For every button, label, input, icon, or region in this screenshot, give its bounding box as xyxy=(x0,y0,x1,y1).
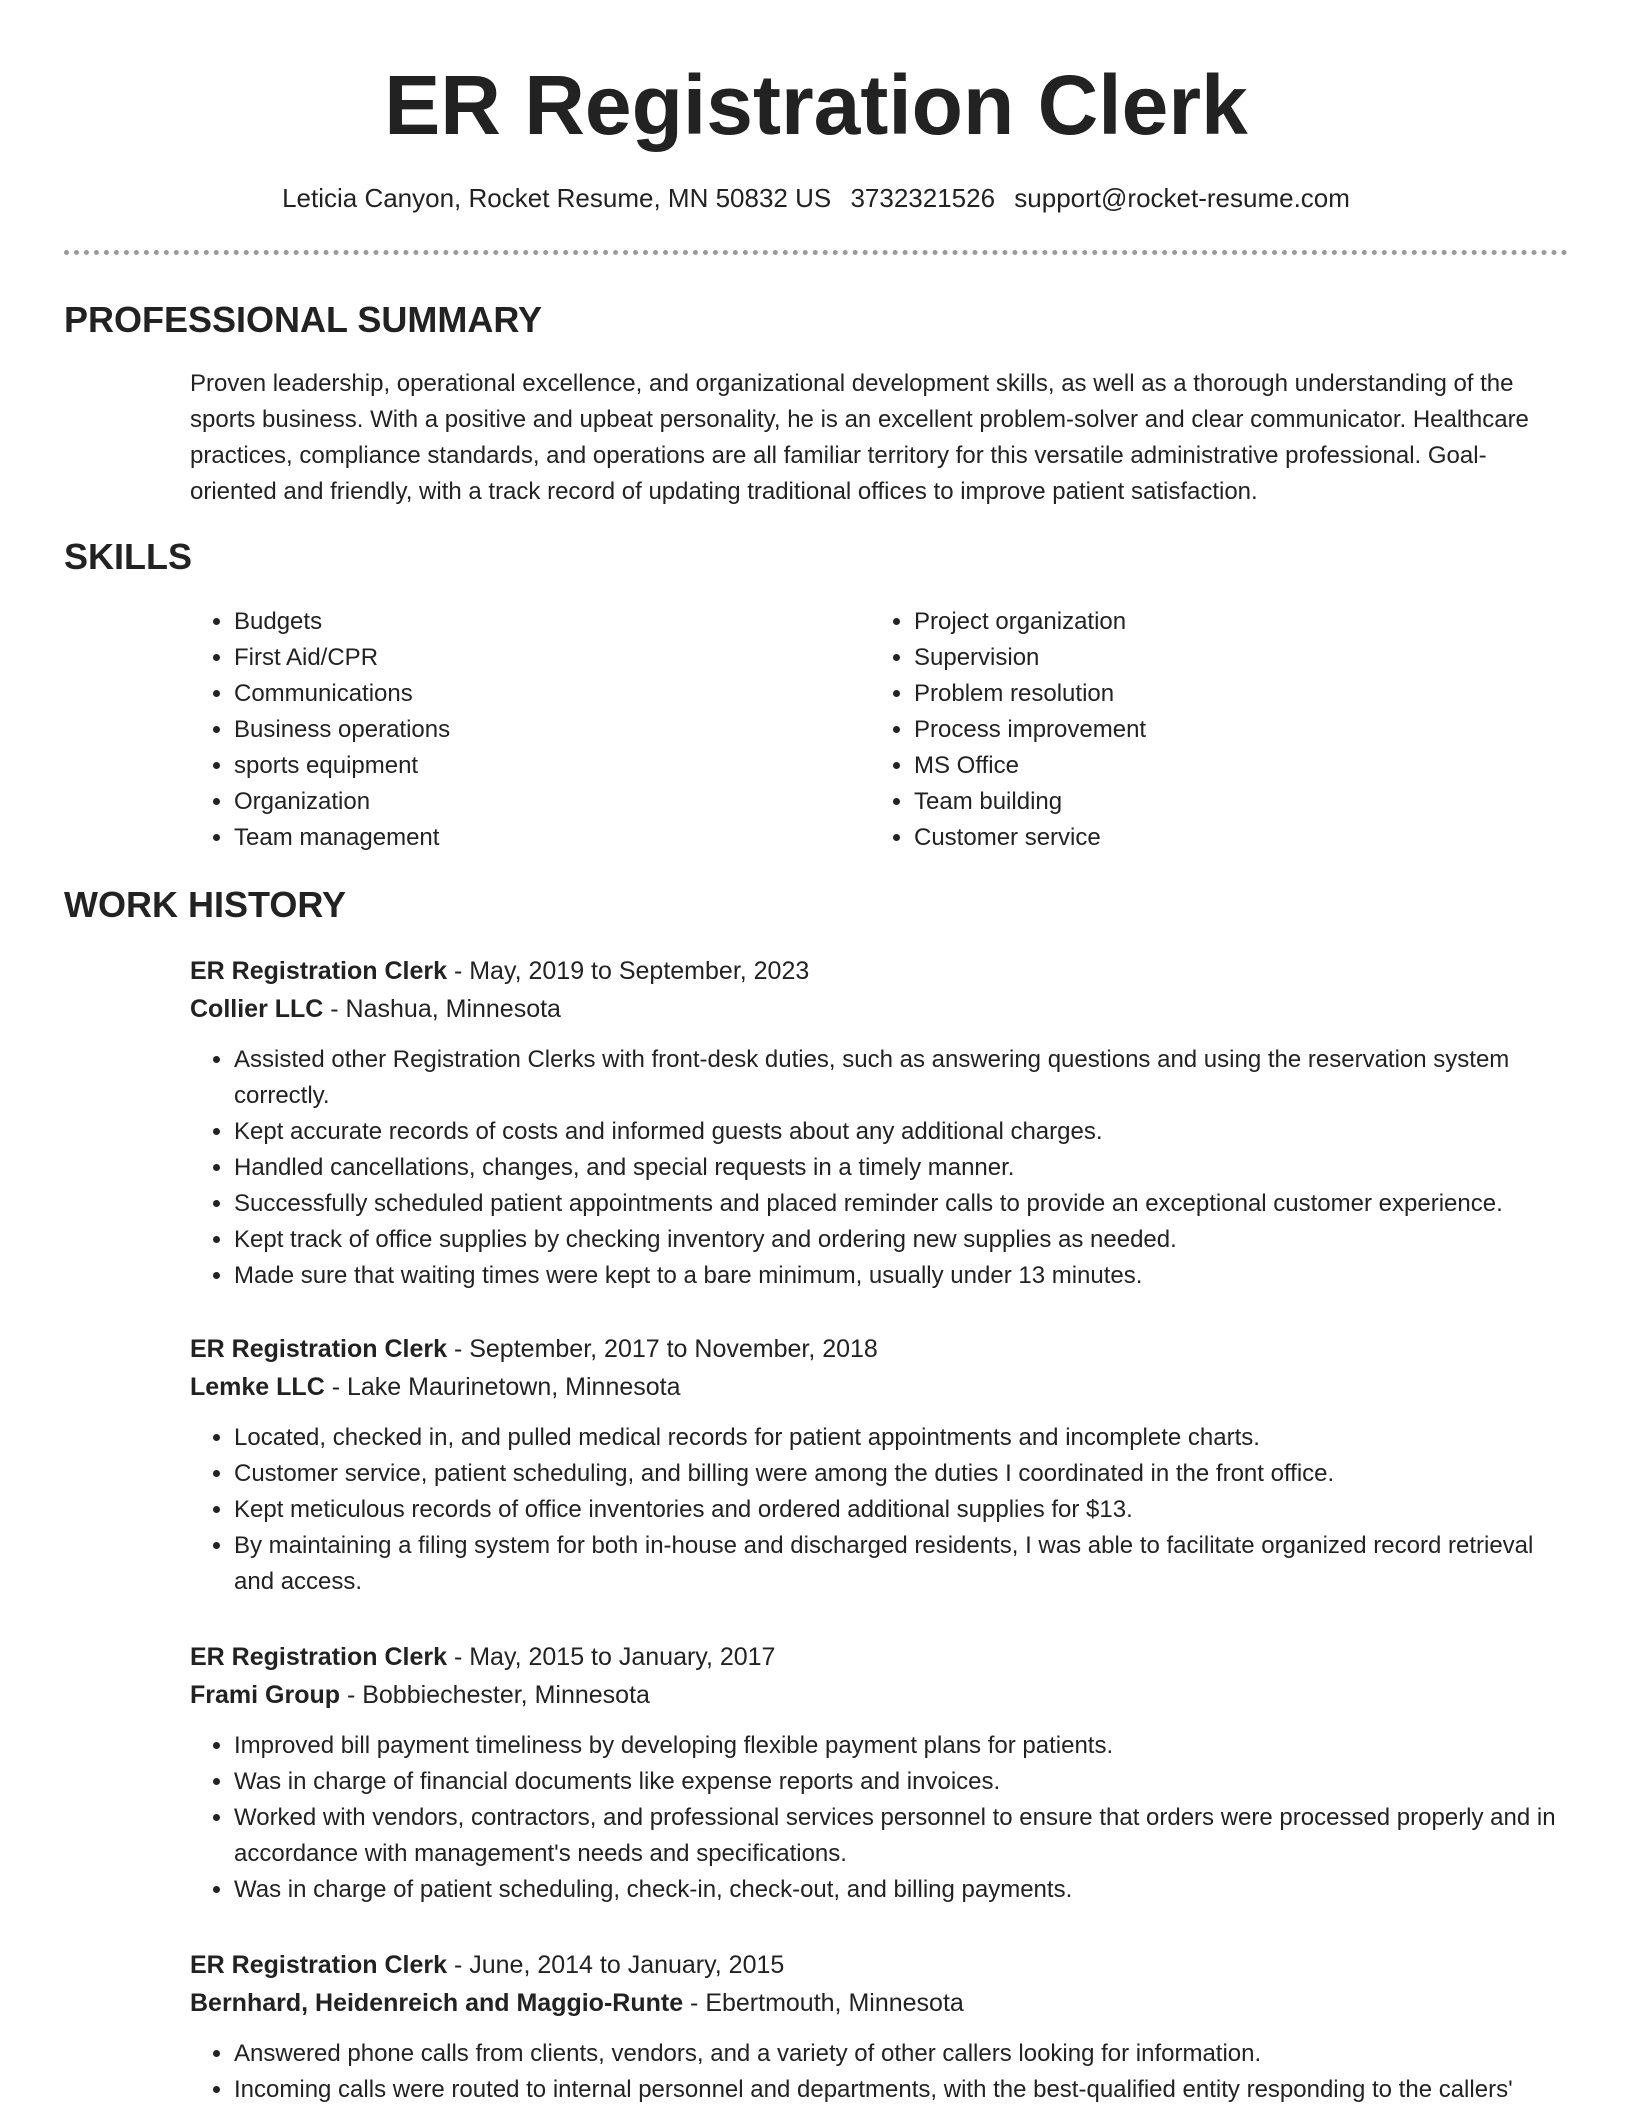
job-company: Collier LLC xyxy=(190,995,324,1023)
skills-heading: SKILLS xyxy=(64,536,193,577)
job-company: Frami Group xyxy=(190,1681,341,1709)
job-role: ER Registration Clerk xyxy=(190,957,448,985)
contact-address: Leticia Canyon, Rocket Resume, MN 50832 US xyxy=(282,183,832,213)
job-dates: - May, 2019 to September, 2023 xyxy=(447,957,810,985)
job-title-line xyxy=(190,952,1570,990)
job-duties-list xyxy=(190,1728,1570,1908)
job-duty: • Successfully scheduled patient appointments and placed reminder calls to provide an exceptional customer experience. xyxy=(234,1186,1570,1222)
skill-item: • First Aid/CPR xyxy=(234,640,450,676)
skill-item: • Project organization xyxy=(914,604,1146,640)
job-role: ER Registration Clerk xyxy=(190,1335,448,1363)
job-duty: • Assisted other Registration Clerks with front-desk duties, such as answering questions and using the reservation system correctly. xyxy=(234,1042,1570,1114)
job-location: - Nashua, Minnesota xyxy=(323,995,561,1023)
job-company-line xyxy=(190,1368,1570,1406)
job-duty: • Incoming calls were routed to internal personnel and departments, with the best-qualified entity responding to the callers' xyxy=(234,2072,1570,2108)
job-duty: • Made sure that waiting times were kept to a bare minimum, usually under 13 minutes. xyxy=(234,1258,1570,1294)
skills-list-left xyxy=(190,604,450,856)
job-title-line xyxy=(190,1330,1570,1368)
skill-item: • Budgets xyxy=(234,604,450,640)
job-company-line xyxy=(190,1676,1570,1714)
work-history-heading: WORK HISTORY xyxy=(64,884,347,925)
job-duty: • Answered phone calls from clients, vendors, and a variety of other callers looking for information. xyxy=(234,2036,1570,2072)
skills-list-right xyxy=(870,604,1146,856)
job-duty: • Located, checked in, and pulled medical records for patient appointments and incomplete charts. xyxy=(234,1420,1570,1456)
skill-item: • sports equipment xyxy=(234,748,450,784)
skill-item: • Supervision xyxy=(914,640,1146,676)
header-divider xyxy=(64,250,1568,255)
job-duty: • Kept meticulous records of office inventories and ordered additional supplies for $13. xyxy=(234,1492,1570,1528)
job-company: Lemke LLC xyxy=(190,1373,325,1401)
resume-name: ER Registration Clerk xyxy=(384,58,1248,152)
job-duty: • Improved bill payment timeliness by developing flexible payment plans for patients. xyxy=(234,1728,1570,1764)
job-duties-list xyxy=(190,1042,1570,1294)
job-entry xyxy=(190,1638,1570,1908)
job-entry xyxy=(190,1330,1570,1600)
skill-item: • Customer service xyxy=(914,820,1146,856)
job-duty: • Was in charge of patient scheduling, check-in, check-out, and billing payments. xyxy=(234,1872,1570,1908)
skill-item: • Business operations xyxy=(234,712,450,748)
skill-item: • Communications xyxy=(234,676,450,712)
skill-item: • Team building xyxy=(914,784,1146,820)
skill-item: • Organization xyxy=(234,784,450,820)
job-duty: • Kept accurate records of costs and informed guests about any additional charges. xyxy=(234,1114,1570,1150)
skill-item: • Problem resolution xyxy=(914,676,1146,712)
summary-text: Proven leadership, operational excellence, and organizational development skills, as well as a thorough understanding of the sports business. With a positive and upbeat personality, he is an excellent problem-solver and clear communicator. Healthcare practices, compliance standards, and operations are all familiar territory for this versatile administrative professional. Goal-oriented and friendly, with a track record of updating traditional offices to improve patient satisfaction. xyxy=(190,370,1529,505)
job-title-line xyxy=(190,1946,1570,1984)
job-duties-list xyxy=(190,2036,1570,2108)
job-dates: - September, 2017 to November, 2018 xyxy=(447,1335,878,1363)
job-dates: - May, 2015 to January, 2017 xyxy=(447,1643,776,1671)
job-duty: • Kept track of office supplies by checking inventory and ordering new supplies as needed. xyxy=(234,1222,1570,1258)
job-company-line xyxy=(190,990,1570,1028)
job-duty: • Was in charge of financial documents like expense reports and invoices. xyxy=(234,1764,1570,1800)
job-role: ER Registration Clerk xyxy=(190,1951,448,1979)
job-company-line xyxy=(190,1984,1570,2022)
job-duty: • By maintaining a filing system for both in-house and discharged residents, I was able to facilitate organized record retrieval and access. xyxy=(234,1528,1570,1600)
contact-info xyxy=(0,180,1632,216)
job-title-line xyxy=(190,1638,1570,1676)
job-location: - Bobbiechester, Minnesota xyxy=(340,1681,650,1709)
skill-item: • MS Office xyxy=(914,748,1146,784)
contact-phone: 3732321526 xyxy=(850,183,996,213)
job-duty: • Handled cancellations, changes, and special requests in a timely manner. xyxy=(234,1150,1570,1186)
job-entry xyxy=(190,1946,1570,2108)
job-location: - Lake Maurinetown, Minnesota xyxy=(324,1373,681,1401)
contact-email: support@rocket-resume.com xyxy=(1014,183,1350,213)
skill-item: • Team management xyxy=(234,820,450,856)
job-duty: • Worked with vendors, contractors, and professional services personnel to ensure that orders were processed properly and in accordance with management's needs and specifications. xyxy=(234,1800,1570,1872)
job-duties-list xyxy=(190,1420,1570,1600)
job-duty: • Customer service, patient scheduling, and billing were among the duties I coordinated in the front office. xyxy=(234,1456,1570,1492)
job-company: Bernhard, Heidenreich and Maggio-Runte xyxy=(190,1989,684,2017)
summary-heading: PROFESSIONAL SUMMARY xyxy=(64,299,543,340)
job-dates: - June, 2014 to January, 2015 xyxy=(447,1951,785,1979)
job-role: ER Registration Clerk xyxy=(190,1643,448,1671)
job-entry xyxy=(190,952,1570,1294)
skill-item: • Process improvement xyxy=(914,712,1146,748)
job-location: - Ebertmouth, Minnesota xyxy=(683,1989,964,2017)
